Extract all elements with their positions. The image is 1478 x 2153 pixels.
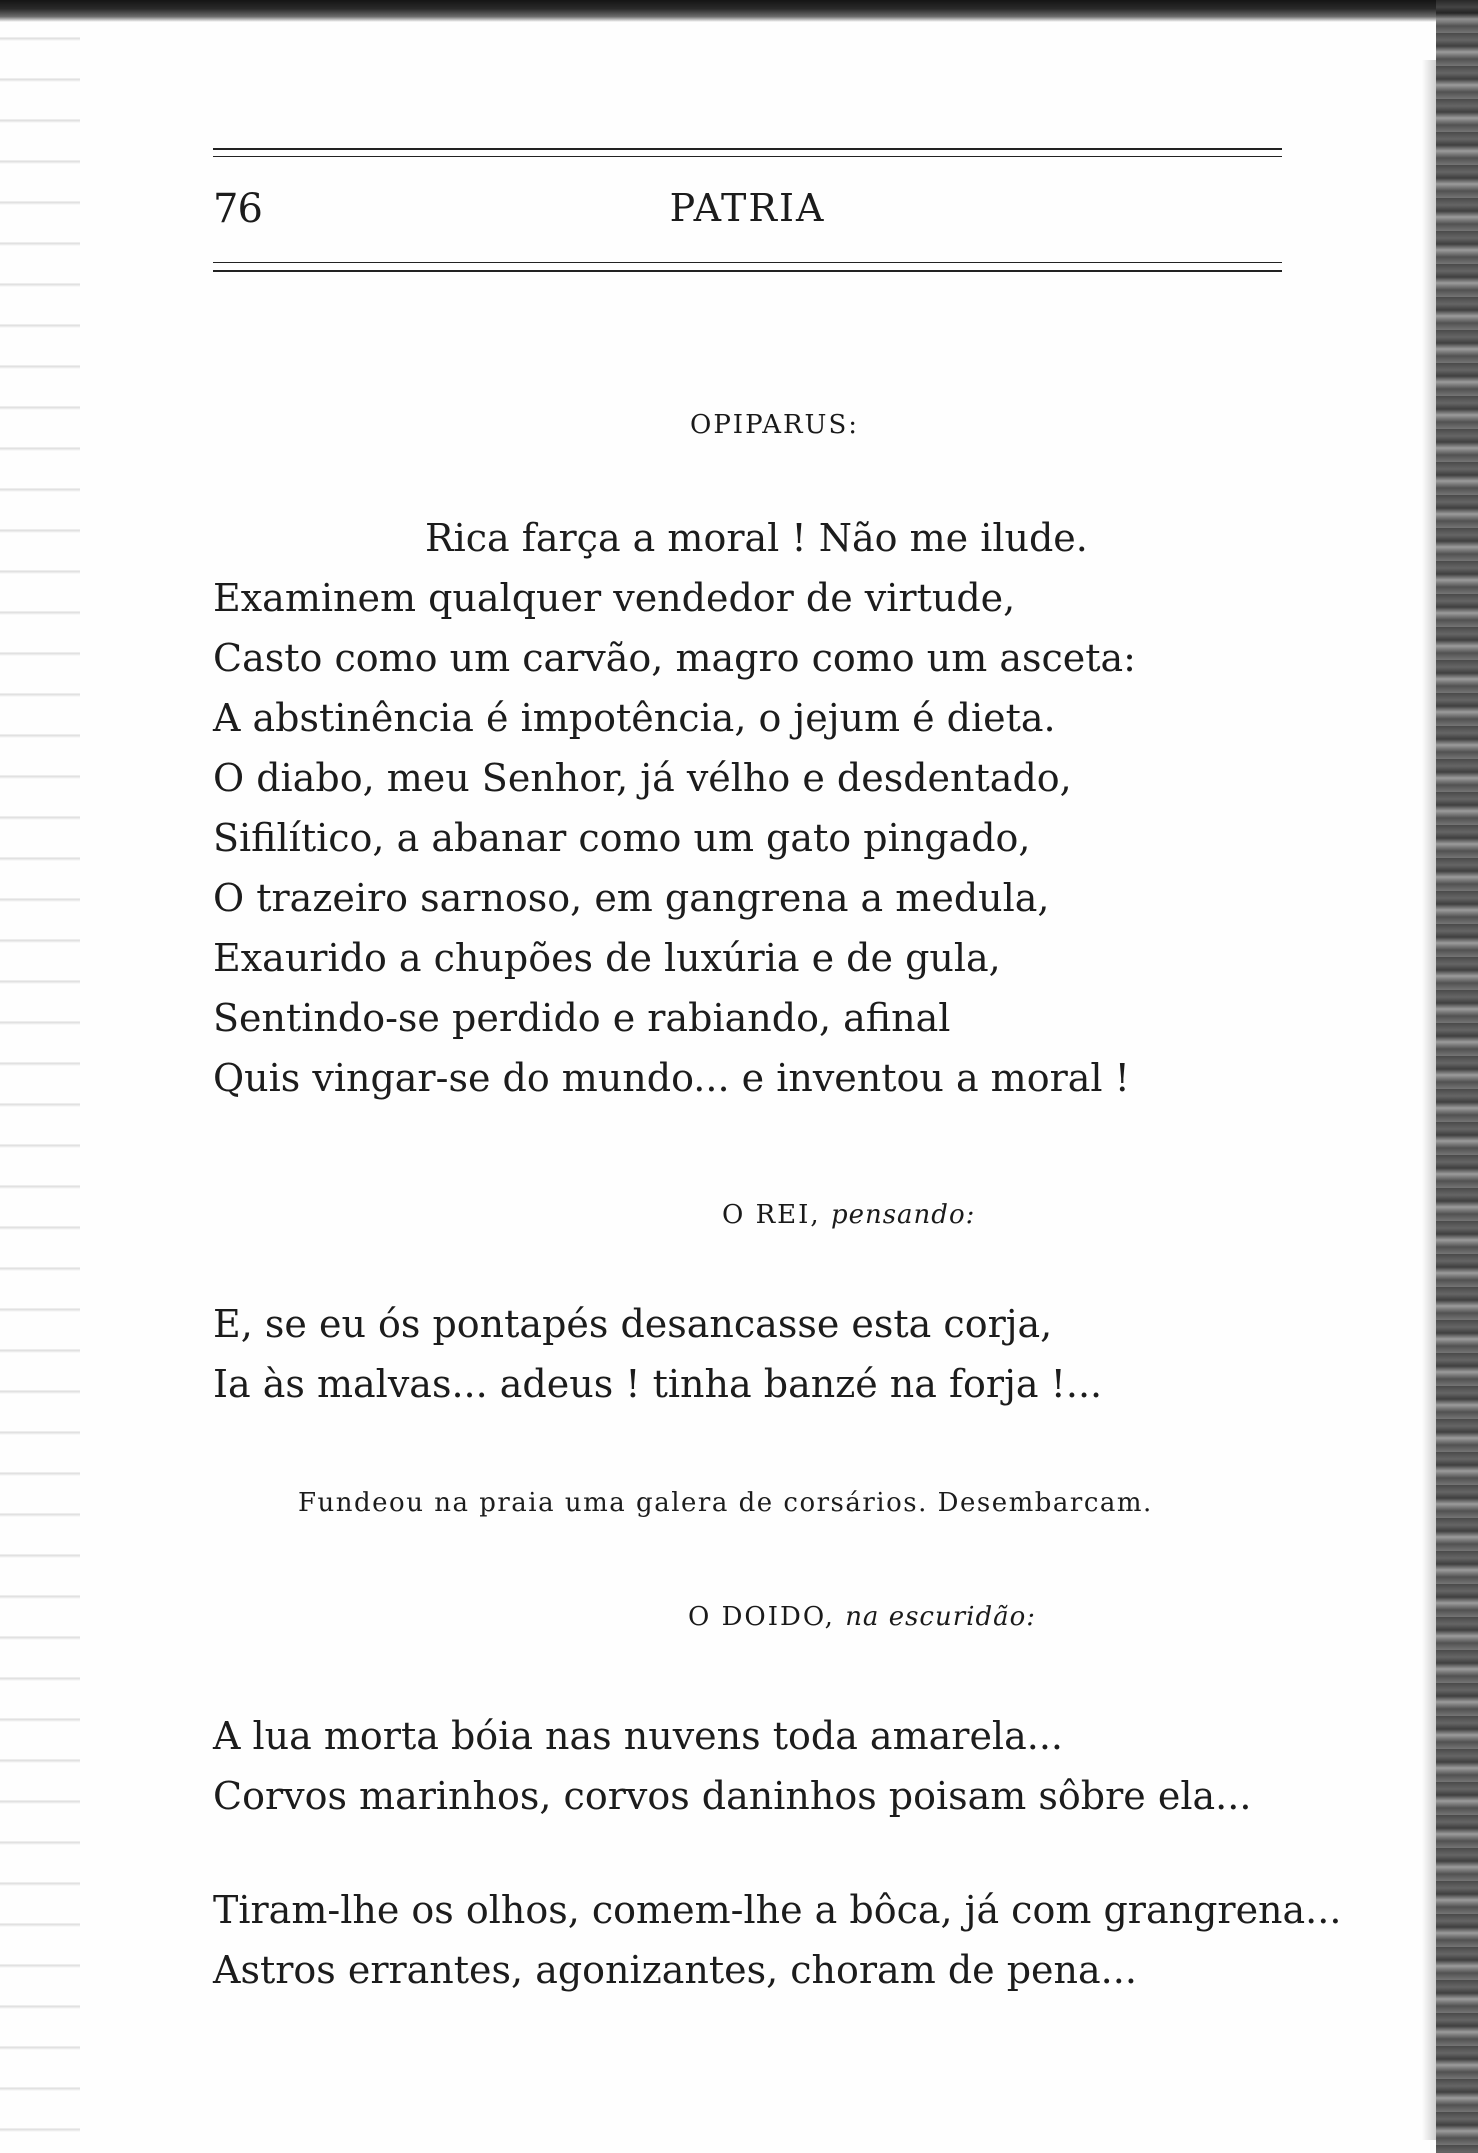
speaker-aside: pensando:	[830, 1200, 976, 1230]
verse-line: O diabo, meu Senhor, já vélho e desdentado,	[213, 756, 1072, 800]
doido-stanza-2	[213, 1880, 1341, 2000]
header-rule-bottom	[213, 270, 1282, 272]
scan-right-edge	[1436, 0, 1478, 2153]
doido-stanza-1	[213, 1706, 1251, 1826]
scan-gutter-shadow	[1422, 60, 1436, 2140]
running-title: PATRIA	[669, 186, 826, 230]
header-rule-top-thin	[213, 156, 1282, 157]
verse-line: Tiram-lhe os olhos, comem-lhe a bôca, já com grangrena...	[213, 1888, 1342, 1932]
verse-line: A lua morta bóia nas nuvens toda amarela...	[213, 1714, 1063, 1758]
speaker-opiparus: OPIPARUS:	[690, 410, 860, 440]
speaker-name: O REI,	[722, 1200, 821, 1230]
page-number: 76	[213, 186, 262, 232]
header-rule-bottom-thin	[213, 262, 1282, 263]
opiparus-speech	[213, 508, 1136, 1108]
speaker-name: O DOIDO,	[688, 1602, 835, 1632]
verse-line: Examinem qualquer vendedor de virtude,	[213, 576, 1016, 620]
verse-line: Corvos marinhos, corvos daninhos poisam sôbre ela...	[213, 1774, 1252, 1818]
verse-line: Ia às malvas... adeus ! tinha banzé na forja !...	[213, 1362, 1103, 1406]
verse-line: Casto como um carvão, magro como um asceta:	[213, 636, 1136, 680]
speaker-doido	[688, 1602, 1036, 1632]
verse-line: Exaurido a chupões de luxúria e de gula,	[213, 936, 1001, 980]
speaker-rei	[722, 1200, 975, 1230]
verse-line: Rica farça a moral ! Não me ilude.	[425, 516, 1088, 560]
verse-line: Astros errantes, agonizantes, choram de pena...	[213, 1948, 1137, 1992]
verse-line: Quis vingar-se do mundo... e inventou a moral !	[213, 1056, 1130, 1100]
header-rule-top	[213, 148, 1282, 150]
stage-direction: Fundeou na praia uma galera de corsários. Desembarcam.	[298, 1488, 1153, 1518]
scan-top-edge	[0, 0, 1478, 22]
verse-line: A abstinência é impotência, o jejum é dieta.	[213, 696, 1056, 740]
verse-line: O trazeiro sarnoso, em gangrena a medula,	[213, 876, 1050, 920]
verse-line: Sifilítico, a abanar como um gato pingado,	[213, 816, 1031, 860]
scan-left-specks	[0, 0, 80, 2153]
verse-line: Sentindo-se perdido e rabiando, afinal	[213, 996, 951, 1040]
running-header	[213, 178, 1282, 238]
speaker-aside: na escuridão:	[845, 1602, 1037, 1632]
verse-line: E, se eu ós pontapés desancasse esta corja,	[213, 1302, 1053, 1346]
rei-speech	[213, 1294, 1102, 1414]
